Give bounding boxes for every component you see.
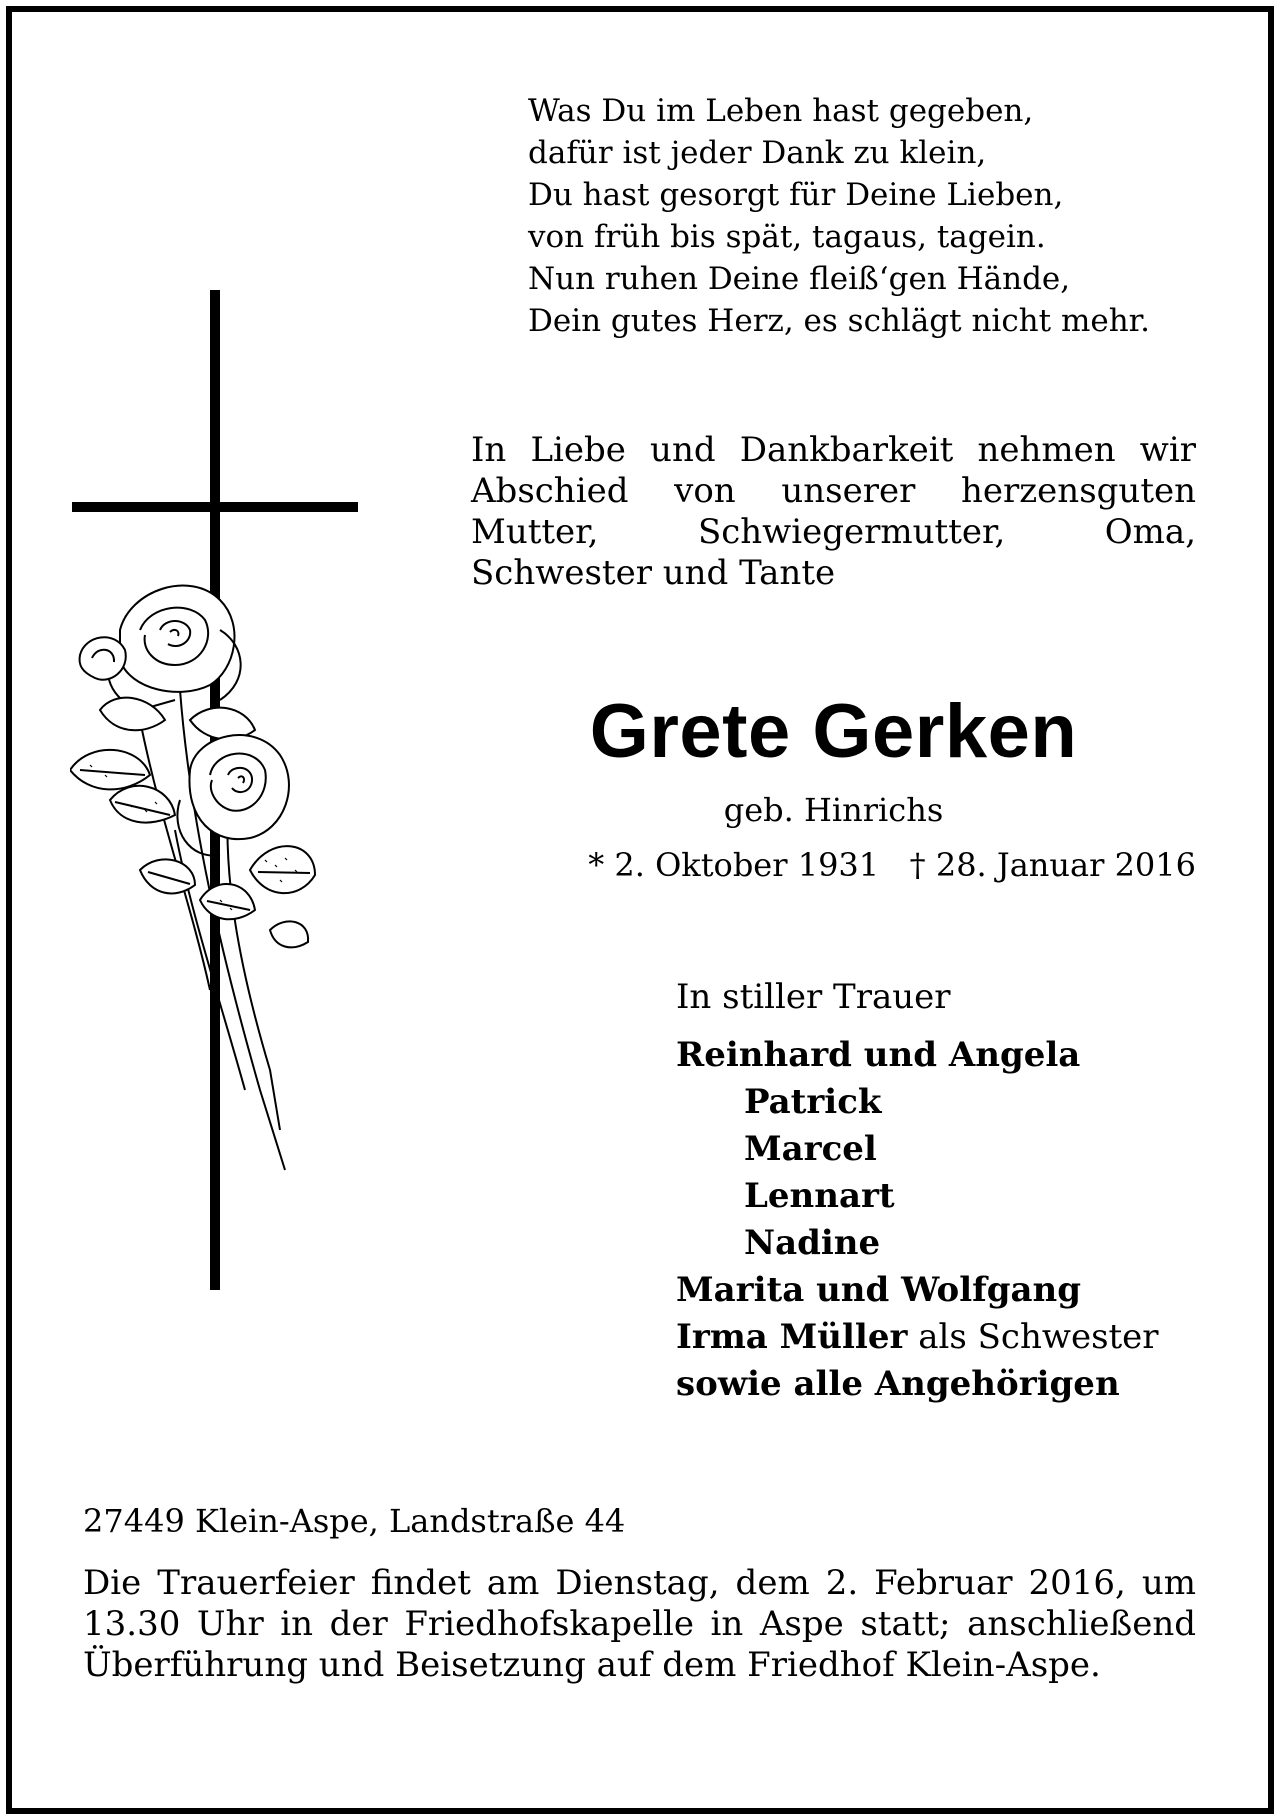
poem-line: Was Du im Leben hast gegeben, [528,93,1034,129]
grandchild: Nadine [744,1223,881,1263]
family-list [676,1032,1159,1408]
poem-line: Dein gutes Herz, es schlägt nicht mehr. [528,303,1150,339]
deceased-name: Grete Gerken [589,689,1078,774]
poem-line: dafür ist jeder Dank zu klein, [528,135,987,171]
poem-line: Nun ruhen Deine fleiß‘gen Hände, [528,261,1071,297]
family-line: sowie alle Angehörigen [676,1364,1120,1404]
grandchild: Marcel [744,1129,877,1169]
poem-line: Du hast gesorgt für Deine Lieben, [528,177,1064,213]
cross-crossbar [72,502,358,512]
family-line: Marita und Wolfgang [676,1270,1082,1310]
grandchild: Lennart [744,1176,895,1216]
funeral-service-text: Die Trauerfeier findet am Dienstag, dem 2. Februar 2016, um 13.30 Uhr in der Friedhofskapelle in Aspe statt; anschließend Überführung und Beisetzung auf dem Friedhof Klein-Aspe. [83,1563,1196,1685]
sister-name: Irma Müller [676,1317,908,1357]
mourning-heading: In stiller Trauer [676,977,951,1017]
birth-name: geb. Hinrichs [723,791,944,829]
birth-date: * 2. Oktober 1931 [588,846,880,884]
intro-text: In Liebe und Dankbarkeit nehmen wir Abschied von unserer herzensguten Mutter, Schwiegermutter, Oma, Schwester und Tante [471,430,1196,593]
life-dates [471,844,1196,886]
roses-illustration [70,570,370,1200]
grandchild: Patrick [744,1082,882,1122]
sister-relation: als Schwester [907,1317,1159,1357]
death-date: † 28. Januar 2016 [909,846,1196,884]
family-line: Reinhard und Angela [676,1035,1081,1075]
family-line [676,1314,1159,1361]
address: 27449 Klein-Aspe, Landstraße 44 [83,1502,626,1540]
poem [528,90,1150,342]
poem-line: von früh bis spät, tagaus, tagein. [528,219,1046,255]
